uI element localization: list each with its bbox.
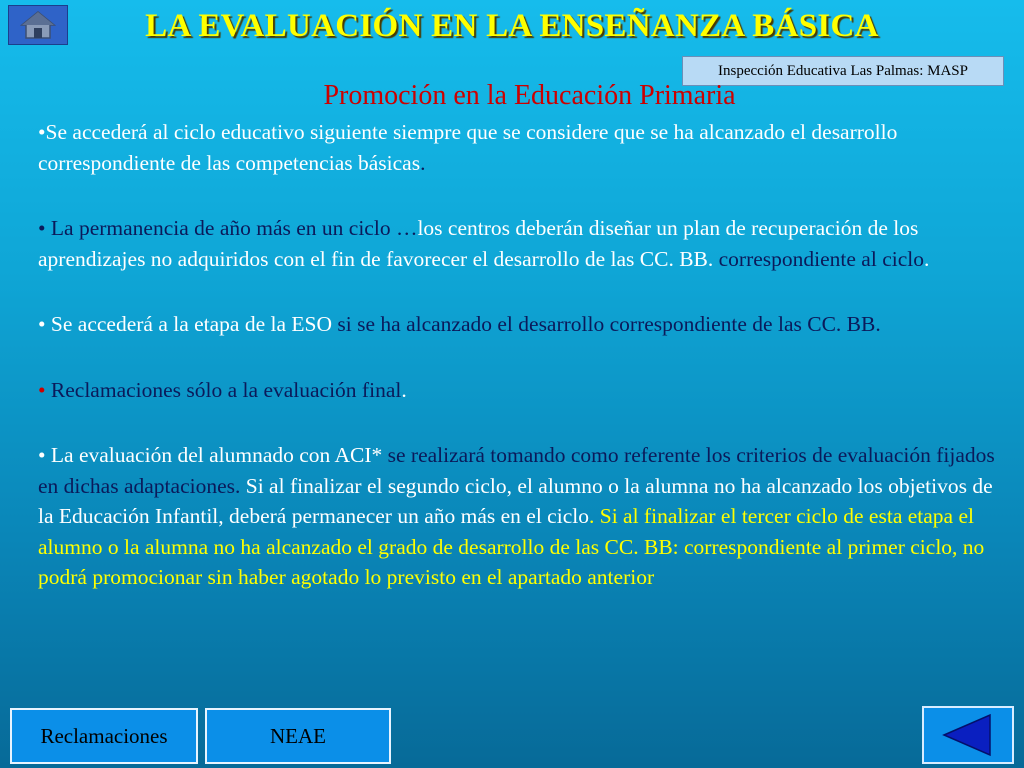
p5-ciclo: Si al finalizar el segundo ciclo, el alumno o la alumna no ha alcanzado los objetivos de la Educación Infantil, deberá permanecer un año más en el ciclo	[38, 473, 993, 528]
paragraph-1	[38, 117, 998, 178]
back-arrow-icon	[940, 712, 996, 758]
inspection-label: Inspección Educativa Las Palmas: MASP	[682, 56, 1004, 86]
p3-ccbb: las CC. BB.	[772, 312, 881, 336]
reclamaciones-button[interactable]: Reclamaciones	[10, 708, 198, 764]
back-button[interactable]	[922, 706, 1014, 764]
p5-lead: • La evaluación del alumnado con ACI*	[38, 443, 388, 467]
p4-bullet: •	[38, 377, 46, 402]
paragraph-3	[38, 309, 998, 340]
page-subtitle: Promoción en la Educación Primaria	[323, 80, 736, 111]
paragraph-5	[38, 440, 998, 593]
p3-lead: • Se accederá a la etapa de la ESO	[38, 312, 338, 336]
p1-text: •Se accederá al ciclo educativo siguiente siempre que se considere que se ha alcanzado el desarrollo correspondiente de las competencias básicas	[38, 120, 898, 175]
p2-ccbb: las CC. BB.	[605, 246, 719, 271]
page-title: LA EVALUACIÓN EN LA ENSEÑANZA BÁSICA	[145, 8, 879, 44]
p2-end: .	[923, 246, 930, 271]
p2-lead: • La permanencia de año más en un ciclo …	[38, 216, 418, 240]
paragraph-2	[38, 213, 998, 274]
p5-tercer: . Si al finalizar el tercer ciclo de esta etapa el alumno o la alumna no ha alcanzado el grado de desarrollo de las CC. BB: correspondiente al primer ciclo, no podrá promocionar sin haber agotado lo previsto en el apartado anterior	[38, 504, 985, 589]
p2-body: los centros deberán diseñar un plan de recuperación de los aprendizajes no adquiridos con el fin de favorecer el desarrollo de	[38, 216, 919, 271]
home-icon	[20, 10, 56, 40]
p4-text: Reclamaciones sólo a la evaluación final	[45, 377, 402, 402]
neae-button[interactable]: NEAE	[205, 708, 391, 764]
p5-body: se realizará tomando como referente los criterios de evaluación fijados en dichas adaptaciones.	[38, 443, 995, 498]
p4-end: .	[401, 377, 407, 402]
p1-end: .	[420, 150, 426, 175]
home-button[interactable]	[8, 5, 68, 45]
paragraph-4	[38, 375, 998, 406]
p3-body: si se ha alcanzado el desarrollo correspondiente de	[337, 312, 773, 336]
p2-tail: correspondiente al ciclo	[718, 246, 924, 271]
content-body	[38, 117, 998, 593]
